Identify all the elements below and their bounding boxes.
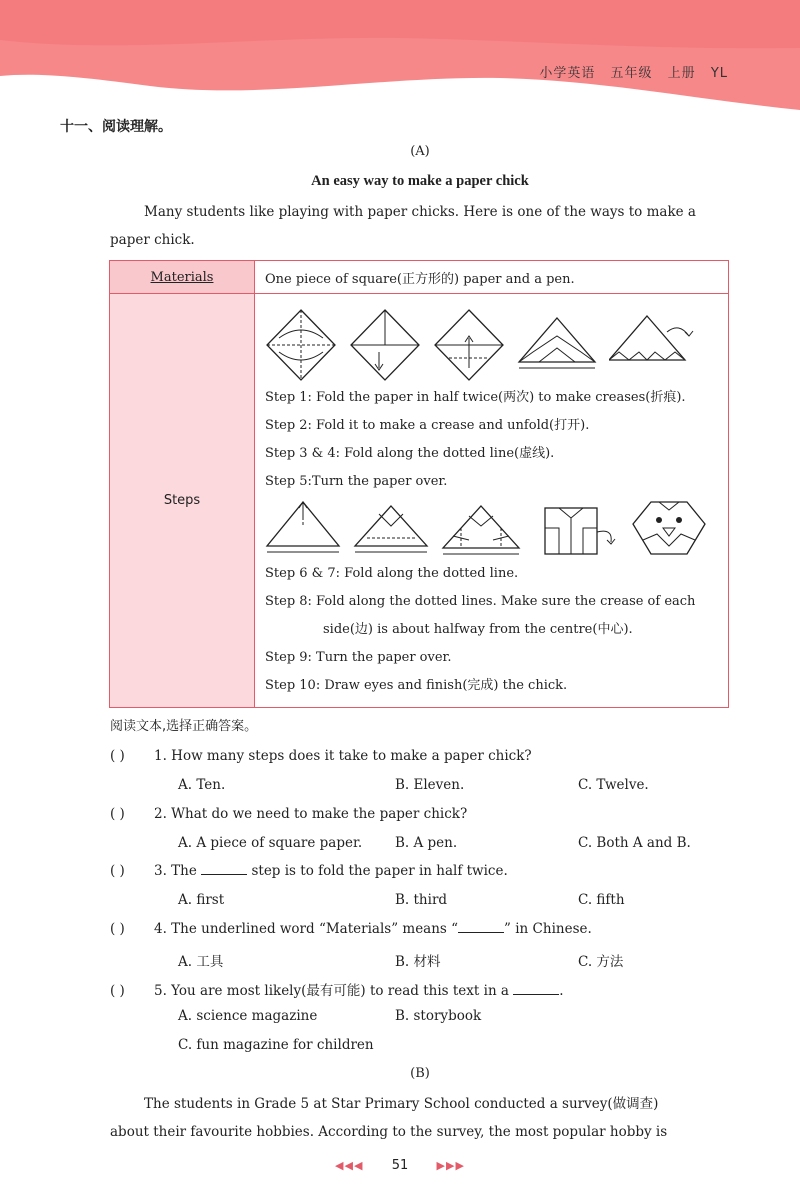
q3-option-a[interactable]: A. first: [178, 892, 225, 908]
part-b-paragraph: [110, 1090, 730, 1146]
question-instruction: 阅读文本,选择正确答案。: [110, 719, 258, 734]
q4-option-a[interactable]: A. 工具: [178, 954, 224, 970]
intro-paragraph: [110, 198, 730, 254]
q3-option-c[interactable]: C. fifth: [578, 892, 625, 908]
header-banner: [0, 0, 800, 110]
fold-diagram-step-8: [441, 498, 521, 558]
q3-option-b[interactable]: B. third: [395, 892, 448, 908]
header-publisher: YL: [710, 66, 728, 81]
step-line-8b: side(边) is about halfway from the centre(中心).: [323, 621, 633, 637]
question-3-text-after: step is to fold the paper in half twice.: [251, 863, 508, 879]
steps-content: [255, 294, 729, 708]
intro-line-2: paper chick.: [110, 232, 195, 248]
header-subject: 小学英语: [539, 66, 596, 81]
figures-row-1: [265, 302, 718, 384]
q2-option-c[interactable]: C. Both A and B.: [578, 835, 691, 851]
q5-option-a[interactable]: A. science magazine: [178, 1008, 318, 1024]
answer-blank-4[interactable]: ( ): [110, 921, 125, 937]
materials-cell: [110, 261, 255, 294]
step-line-4: Step 5:Turn the paper over.: [265, 473, 448, 489]
fold-diagram-step-4: [517, 308, 597, 382]
materials-label: Materials: [150, 269, 214, 285]
question-3-text-before: 3. The: [154, 863, 197, 879]
answer-blank-5[interactable]: ( ): [110, 983, 125, 999]
question-1-text: 1. How many steps does it take to make a paper chick?: [154, 748, 532, 764]
fold-diagram-step-2: [349, 308, 421, 382]
intro-line-1: Many students like playing with paper chicks. Here is one of the ways to make a: [144, 204, 696, 220]
steps-label: Steps: [163, 493, 201, 508]
step-line-2: Step 2: Fold it to make a crease and unfold(打开).: [265, 417, 590, 433]
q4-fill-blank[interactable]: [458, 932, 504, 933]
q5-fill-blank[interactable]: [513, 994, 559, 995]
answer-blank-3[interactable]: ( ): [110, 863, 125, 879]
fold-diagram-step-3: [433, 308, 505, 382]
q4-option-c[interactable]: C. 方法: [578, 954, 624, 970]
fold-diagram-step-7: [353, 498, 429, 558]
fold-diagram-step-10: [629, 498, 709, 558]
q2-option-a[interactable]: A. A piece of square paper.: [178, 835, 363, 851]
step-line-6-7: Step 6 & 7: Fold along the dotted line.: [265, 565, 519, 581]
q2-option-b[interactable]: B. A pen.: [395, 835, 458, 851]
header-volume: 上册: [667, 66, 696, 81]
question-5-text-after: .: [559, 983, 564, 999]
q1-option-a[interactable]: A. Ten.: [178, 777, 226, 793]
step-line-8a: Step 8: Fold along the dotted lines. Make sure the crease of each: [265, 593, 696, 609]
section-heading: 十一、阅读理解。: [60, 119, 172, 135]
fold-diagram-step-9: [533, 498, 617, 558]
fold-diagram-step-1: [265, 308, 337, 382]
materials-text: One piece of square(正方形的) paper and a pen.: [265, 271, 575, 287]
step-line-10: Step 10: Draw eyes and finish(完成) the chick.: [265, 677, 568, 693]
header-grade: 五年级: [610, 66, 653, 81]
fold-diagram-step-6: [265, 498, 341, 558]
page-footer: [0, 1158, 800, 1173]
question-5-text-before: 5. You are most likely(最有可能) to read this text in a: [154, 983, 509, 999]
answer-blank-1[interactable]: ( ): [110, 748, 125, 764]
question-3: [110, 863, 750, 879]
q3-fill-blank[interactable]: [201, 874, 247, 875]
question-2-text: 2. What do we need to make the paper chick?: [154, 806, 468, 822]
q4-option-b[interactable]: B. 材料: [395, 954, 441, 970]
page-number: 51: [391, 1158, 409, 1173]
question-1: [110, 748, 750, 764]
q5-option-c[interactable]: C. fun magazine for children: [178, 1037, 374, 1053]
step-line-9: Step 9: Turn the paper over.: [265, 649, 452, 665]
figures-row-2: [265, 496, 718, 560]
footer-left-arrows-icon: ◀◀◀: [335, 1159, 364, 1172]
question-4: [110, 921, 750, 937]
header-meta: [539, 62, 728, 81]
question-4-text-before: 4. The underlined word “Materials” means “: [154, 921, 459, 937]
q1-option-c[interactable]: C. Twelve.: [578, 777, 649, 793]
fold-diagram-step-5: [609, 308, 695, 382]
passage-title: An easy way to make a paper chick: [311, 173, 529, 189]
q5-option-b[interactable]: B. storybook: [395, 1008, 482, 1024]
question-4-text-after: ” in Chinese.: [504, 921, 592, 937]
part-b-line-1: The students in Grade 5 at Star Primary School conducted a survey(做调查): [144, 1096, 659, 1112]
part-a-label: (A): [410, 144, 430, 159]
answer-blank-2[interactable]: ( ): [110, 806, 125, 822]
question-2: [110, 806, 750, 822]
question-5: [110, 979, 750, 999]
materials-content: [255, 261, 729, 294]
step-line-1: Step 1: Fold the paper in half twice(两次) to make creases(折痕).: [265, 389, 686, 405]
q1-option-b[interactable]: B. Eleven.: [395, 777, 465, 793]
part-b-label: (B): [410, 1066, 430, 1081]
steps-cell: [110, 294, 255, 708]
step-line-3: Step 3 & 4: Fold along the dotted line(虚线).: [265, 445, 555, 461]
instructions-table: [109, 260, 729, 708]
footer-right-arrows-icon: ▶▶▶: [436, 1159, 465, 1172]
part-b-line-2: about their favourite hobbies. According to the survey, the most popular hobby is: [110, 1124, 668, 1140]
